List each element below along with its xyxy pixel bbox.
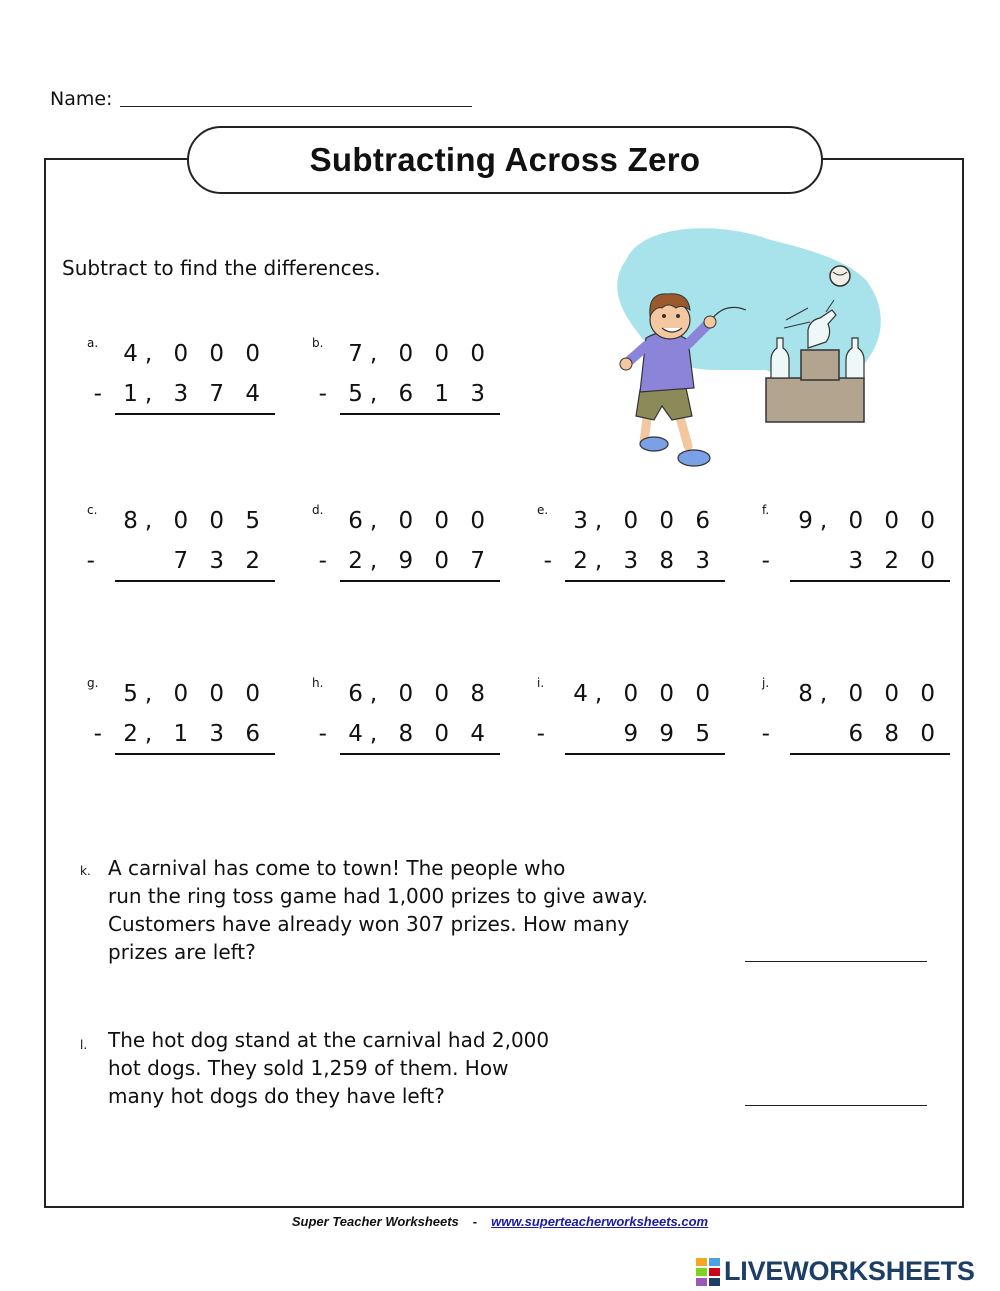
subtrahend: - 1, 3 7 4 — [93, 381, 267, 407]
footer-brand: Super Teacher Worksheets — [291, 1214, 459, 1229]
shoe — [640, 437, 668, 451]
boy-shorts — [636, 388, 692, 420]
problem-c — [86, 503, 275, 585]
answer-rule[interactable] — [115, 753, 275, 755]
title-banner — [187, 126, 823, 194]
word-problem-line: many hot dogs do they have left? — [108, 1084, 445, 1108]
problem-h — [312, 676, 500, 758]
minuend: 6, 0 0 0 — [348, 508, 492, 534]
answer-rule[interactable] — [340, 580, 500, 582]
problem-i — [536, 676, 725, 758]
subtrahend: - 2, 9 0 7 — [318, 548, 492, 574]
problem-j — [761, 676, 950, 758]
liveworksheets-watermark — [696, 1256, 975, 1287]
liveworksheets-logo-icon — [696, 1258, 720, 1286]
word-problem-line: Customers have already won 307 prizes. How many — [108, 912, 630, 936]
minuend: 6, 0 0 8 — [348, 681, 492, 707]
minuend: 8, 0 0 0 — [798, 681, 942, 707]
word-problem-letter: l. — [80, 1038, 88, 1052]
answer-rule[interactable] — [565, 580, 725, 582]
problem-letter: g. — [87, 676, 99, 690]
ball — [830, 266, 850, 286]
answer-line-l[interactable] — [745, 1105, 927, 1106]
minuend: 4, 0 0 0 — [573, 681, 717, 707]
subtrahend: - 7 3 2 — [86, 548, 267, 574]
minuend: 4, 0 0 0 — [123, 341, 267, 367]
word-problem-line: hot dogs. They sold 1,259 of them. How — [108, 1056, 509, 1080]
problem-a — [87, 336, 275, 418]
ring-toss-boy-illustration — [596, 220, 886, 480]
subtrahend: - 4, 8 0 4 — [318, 721, 492, 747]
minuend: 9, 0 0 0 — [798, 508, 942, 534]
problem-letter: a. — [87, 336, 99, 350]
subtrahend: - 6 8 0 — [761, 721, 942, 747]
problem-letter: f. — [762, 503, 770, 517]
subtrahend: - 2, 1 3 6 — [93, 721, 267, 747]
liveworksheets-text: LIVEWORKSHEETS — [724, 1256, 975, 1286]
subtrahend: - 9 9 5 — [536, 721, 717, 747]
problem-letter: b. — [312, 336, 324, 350]
word-problem-k — [108, 854, 708, 966]
minuend: 7, 0 0 0 — [348, 341, 492, 367]
word-problem-line: A carnival has come to town! The people who — [108, 856, 566, 880]
answer-rule[interactable] — [115, 413, 275, 415]
problem-letter: d. — [312, 503, 324, 517]
word-problem-line: prizes are left? — [108, 940, 256, 964]
problem-letter: i. — [537, 676, 545, 690]
problem-letter: c. — [87, 503, 98, 517]
problem-g — [87, 676, 275, 758]
minuend: 3, 0 0 6 — [573, 508, 717, 534]
word-problem-line: The hot dog stand at the carnival had 2,000 — [108, 1028, 550, 1052]
shoe — [678, 450, 710, 466]
word-problem-l — [108, 1026, 708, 1110]
minuend: 5, 0 0 0 — [123, 681, 267, 707]
answer-line-k[interactable] — [745, 961, 927, 962]
answer-rule[interactable] — [565, 753, 725, 755]
minuend: 8, 0 0 5 — [123, 508, 267, 534]
problem-letter: e. — [537, 503, 549, 517]
problem-d — [312, 503, 500, 585]
answer-rule[interactable] — [790, 580, 950, 582]
word-problem-letter: k. — [80, 864, 91, 878]
word-problem-line: run the ring toss game had 1,000 prizes to give away. — [108, 884, 649, 908]
subtrahend: - 5, 6 1 3 — [318, 381, 492, 407]
problem-e — [537, 503, 725, 585]
problem-letter: h. — [312, 676, 324, 690]
worksheet-title: Subtracting Across Zero — [309, 141, 701, 178]
footer-link[interactable]: www.superteacherworksheets.com — [491, 1214, 709, 1229]
name-label: Name: — [50, 88, 113, 110]
answer-rule[interactable] — [115, 580, 275, 582]
answer-rule[interactable] — [340, 753, 500, 755]
name-input-line[interactable] — [120, 106, 472, 107]
footer-separator: - — [472, 1214, 478, 1229]
problem-b — [312, 336, 500, 418]
answer-rule[interactable] — [790, 753, 950, 755]
subtrahend: - 3 2 0 — [761, 548, 942, 574]
footer — [0, 1214, 1000, 1229]
problem-letter: j. — [762, 676, 770, 690]
instructions: Subtract to find the differences. — [62, 256, 381, 280]
answer-rule[interactable] — [340, 413, 500, 415]
bottle-stand — [766, 378, 864, 422]
subtrahend: - 2, 3 8 3 — [543, 548, 717, 574]
problem-f — [761, 503, 950, 585]
